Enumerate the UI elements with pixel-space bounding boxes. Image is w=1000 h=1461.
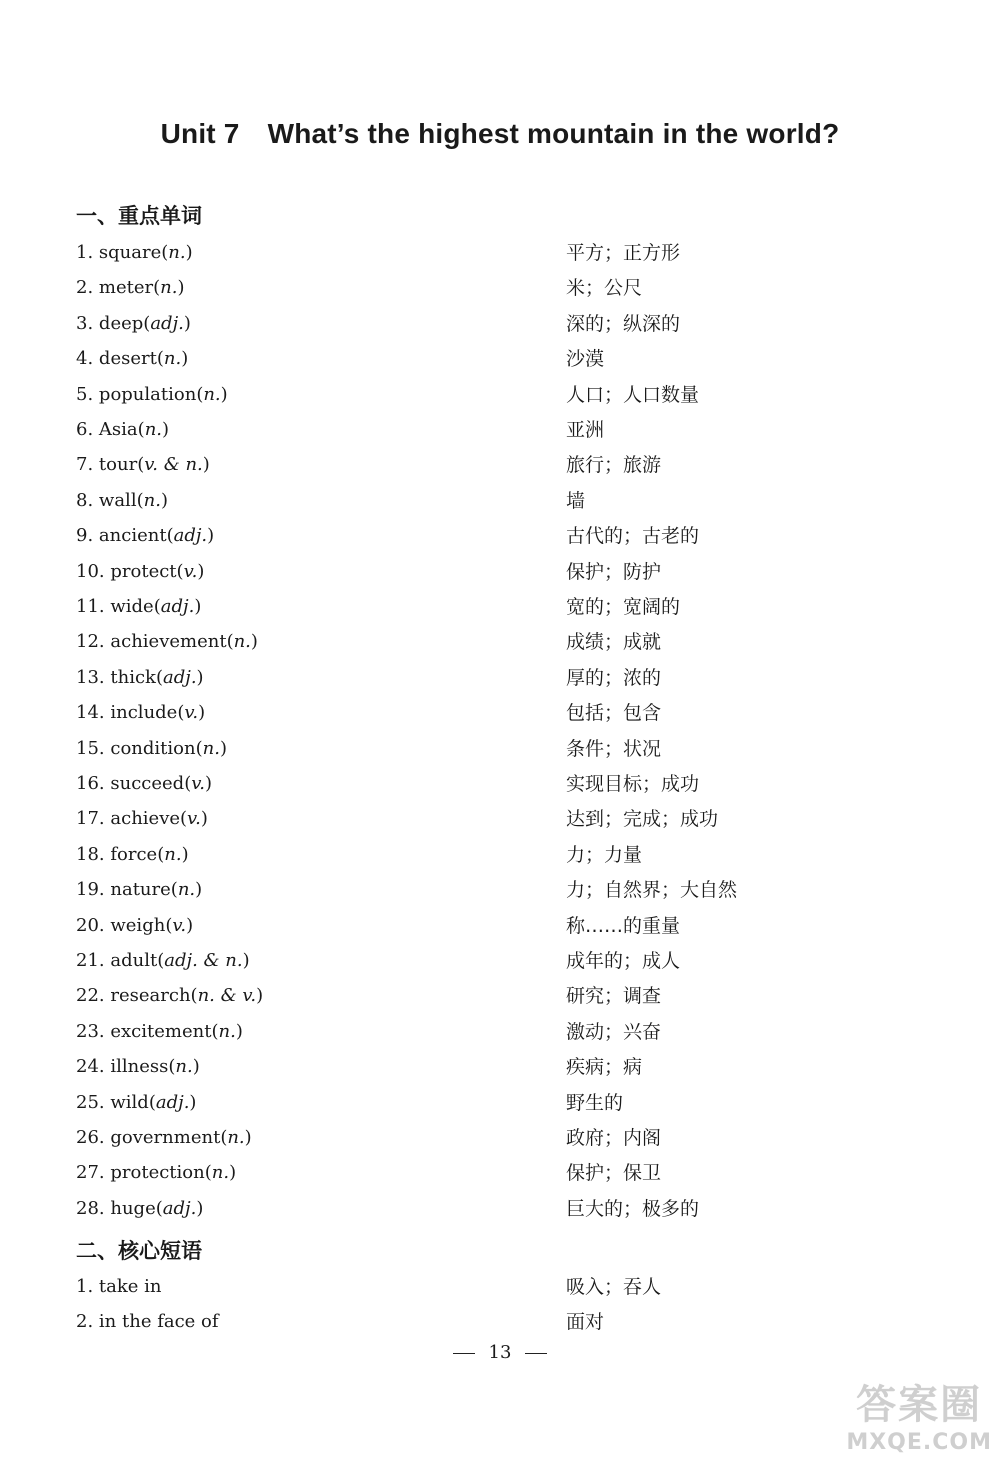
phrase-number: 1. xyxy=(76,1276,94,1297)
vocab-row xyxy=(0,415,1000,445)
vocab-row xyxy=(0,804,1000,834)
vocab-row xyxy=(0,840,1000,870)
vocab-meaning: 称……的重量 xyxy=(566,914,681,937)
vocab-word-entry: 2. meter(n.) xyxy=(76,277,185,299)
vocab-word: meter xyxy=(98,277,154,299)
page-number-value: 13 xyxy=(488,1342,512,1363)
vocab-word-entry: 16. succeed(v.) xyxy=(76,773,213,794)
vocab-row xyxy=(0,911,1000,941)
vocab-part-of-speech: n. xyxy=(163,348,182,370)
vocab-number: 24. xyxy=(76,1056,105,1078)
vocab-word-entry: 14. include(v.) xyxy=(76,702,206,724)
vocab-meaning: 政府；内阁 xyxy=(566,1127,662,1149)
vocab-word-entry: 11. wide(adj.) xyxy=(76,596,202,617)
vocab-number: 1. xyxy=(76,242,94,263)
vocab-word: nature xyxy=(110,879,171,901)
vocab-number: 19. xyxy=(76,879,105,901)
vocab-part-of-speech: n. xyxy=(168,242,186,263)
vocab-number: 10. xyxy=(76,560,105,582)
vocab-meaning: 激动；兴奋 xyxy=(566,1020,662,1043)
vocab-part-of-speech: n. xyxy=(233,631,251,653)
vocab-part-of-speech: n. xyxy=(143,489,161,511)
vocab-row xyxy=(0,273,1000,303)
vocab-word: research xyxy=(110,985,191,1007)
vocab-meaning: 亚洲 xyxy=(566,419,605,441)
vocab-number: 16. xyxy=(76,773,105,794)
dash-right xyxy=(525,1353,547,1354)
vocab-meaning: 人口；人口数量 xyxy=(566,383,700,406)
vocab-part-of-speech: n. xyxy=(203,383,221,405)
vocab-row xyxy=(0,1088,1000,1118)
vocab-word-entry: 22. research(n. & v.) xyxy=(76,985,264,1007)
vocab-word-entry: 1. square(n.) xyxy=(76,242,193,263)
page-number xyxy=(0,1342,1000,1363)
phrase-row xyxy=(0,1307,1000,1337)
vocab-row xyxy=(0,557,1000,587)
vocab-row xyxy=(0,946,1000,976)
vocab-meaning: 平方；正方形 xyxy=(566,242,681,264)
phrase-entry xyxy=(76,1272,162,1302)
vocab-part-of-speech: n. xyxy=(202,737,220,759)
vocab-row xyxy=(0,698,1000,728)
vocab-meaning: 米；公尺 xyxy=(566,277,643,300)
vocab-part-of-speech: adj. xyxy=(173,525,208,547)
vocab-row xyxy=(0,1052,1000,1082)
vocab-word: ancient xyxy=(98,525,167,547)
vocab-number: 13. xyxy=(76,666,105,688)
vocab-number: 14. xyxy=(76,702,105,724)
watermark-logo xyxy=(846,1373,992,1455)
vocab-word: wild xyxy=(110,1091,149,1113)
vocab-word-entry: 7. tour(v. & n.) xyxy=(76,454,210,476)
vocab-word-entry: 27. protection(n.) xyxy=(76,1162,237,1184)
vocab-number: 4. xyxy=(76,348,94,370)
vocab-word: weigh xyxy=(110,914,166,936)
vocab-word: adult xyxy=(110,950,158,971)
vocab-meaning: 深的；纵深的 xyxy=(566,312,681,335)
vocab-meaning: 力；力量 xyxy=(566,843,643,866)
vocab-part-of-speech: v. xyxy=(187,808,201,830)
vocab-number: 9. xyxy=(76,525,94,547)
vocab-meaning: 野生的 xyxy=(566,1091,624,1114)
vocab-word-entry: 8. wall(n.) xyxy=(76,489,168,511)
vocab-word-entry: 10. protect(v.) xyxy=(76,560,205,582)
vocab-meaning: 疾病；病 xyxy=(566,1056,643,1079)
vocab-part-of-speech: n. xyxy=(218,1020,236,1042)
vocab-meaning: 成年的；成人 xyxy=(566,950,681,972)
vocab-meaning: 旅行；旅游 xyxy=(566,454,662,477)
vocab-word: thick xyxy=(110,666,156,688)
vocab-part-of-speech: adj. xyxy=(160,596,195,617)
vocab-word: wide xyxy=(110,596,154,617)
vocab-part-of-speech: n. & v. xyxy=(197,985,257,1007)
vocab-row xyxy=(0,238,1000,268)
vocab-part-of-speech: v. xyxy=(191,773,205,794)
vocab-number: 25. xyxy=(76,1091,105,1113)
vocab-number: 2. xyxy=(76,277,94,299)
vocab-word: square xyxy=(98,242,162,263)
vocab-word-entry: 21. adult(adj. & n.) xyxy=(76,950,250,971)
vocab-word: achievement xyxy=(110,631,227,653)
vocab-part-of-speech: adj. xyxy=(162,1197,197,1219)
phrase-text: take in xyxy=(98,1276,162,1297)
vocab-number: 5. xyxy=(76,383,94,405)
vocab-row xyxy=(0,344,1000,374)
vocab-row xyxy=(0,663,1000,693)
vocab-meaning: 宽的；宽阔的 xyxy=(566,596,681,618)
vocab-word: government xyxy=(110,1127,221,1148)
vocab-meaning: 达到；完成；成功 xyxy=(566,808,719,831)
vocab-row xyxy=(0,981,1000,1011)
vocab-number: 23. xyxy=(76,1020,105,1042)
vocab-part-of-speech: n. xyxy=(177,879,196,901)
vocab-part-of-speech: n. xyxy=(164,843,182,865)
page-title xyxy=(0,118,1000,150)
vocab-row xyxy=(0,875,1000,905)
watermark-line1: 答案圈 xyxy=(856,1382,983,1428)
phrase-text: in the face of xyxy=(98,1311,219,1333)
vocab-meaning: 保护；防护 xyxy=(566,560,662,583)
vocab-part-of-speech: n. xyxy=(227,1127,245,1148)
vocab-meaning: 保护；保卫 xyxy=(566,1162,662,1185)
phrase-meaning: 面对 xyxy=(566,1311,605,1334)
vocab-number: 22. xyxy=(76,985,105,1007)
vocab-word-entry: 17. achieve(v.) xyxy=(76,808,208,830)
vocab-meaning: 实现目标；成功 xyxy=(566,773,700,795)
vocab-word-entry: 4. desert(n.) xyxy=(76,348,189,370)
vocab-meaning: 巨大的；极多的 xyxy=(566,1197,700,1220)
vocab-part-of-speech: adj. xyxy=(155,1091,190,1113)
vocab-word: protection xyxy=(110,1162,205,1184)
vocab-meaning: 条件；状况 xyxy=(566,737,662,760)
vocab-part-of-speech: v. xyxy=(184,702,199,724)
vocab-word: illness xyxy=(110,1056,169,1078)
section-heading-key-words: 一、重点单词 xyxy=(76,204,202,228)
unit-label: Unit 7 xyxy=(160,118,240,149)
vocab-part-of-speech: n. xyxy=(144,419,163,440)
phrase-number: 2. xyxy=(76,1311,94,1333)
vocab-word-entry: 15. condition(n.) xyxy=(76,737,227,759)
vocab-meaning: 研究；调查 xyxy=(566,985,662,1008)
vocab-part-of-speech: v. & n. xyxy=(144,454,203,476)
vocab-number: 11. xyxy=(76,596,105,617)
vocab-number: 15. xyxy=(76,737,105,759)
phrase-meaning: 吸入；吞人 xyxy=(566,1276,662,1298)
vocab-number: 8. xyxy=(76,489,94,511)
vocab-row xyxy=(0,769,1000,799)
vocab-row xyxy=(0,450,1000,480)
vocab-row xyxy=(0,592,1000,622)
vocab-part-of-speech: adj. & n. xyxy=(164,950,243,971)
vocab-word-entry: 26. government(n.) xyxy=(76,1127,252,1148)
vocab-meaning: 沙漠 xyxy=(566,348,605,371)
vocab-row xyxy=(0,1123,1000,1153)
vocab-word-entry: 5. population(n.) xyxy=(76,383,228,405)
vocab-number: 21. xyxy=(76,950,105,971)
vocab-meaning: 包括；包含 xyxy=(566,702,662,725)
vocab-part-of-speech: v. xyxy=(172,914,187,936)
unit-question: What’s the highest mountain in the world? xyxy=(267,118,840,149)
vocab-word-entry: 20. weigh(v.) xyxy=(76,914,194,936)
vocab-word: include xyxy=(110,702,178,724)
vocab-meaning: 墙 xyxy=(566,489,586,512)
vocab-word-entry: 19. nature(n.) xyxy=(76,879,203,901)
vocab-word: achieve xyxy=(110,808,181,830)
vocab-word: population xyxy=(98,383,197,405)
vocab-word: protect xyxy=(110,560,177,582)
vocab-word: tour xyxy=(98,454,138,476)
vocab-row xyxy=(0,734,1000,764)
vocab-word: huge xyxy=(110,1197,156,1219)
vocab-word-entry: 25. wild(adj.) xyxy=(76,1091,197,1113)
phrase-entry xyxy=(76,1307,219,1337)
vocab-meaning: 力；自然界；大自然 xyxy=(566,879,738,902)
vocab-meaning: 成绩；成就 xyxy=(566,631,662,654)
vocab-word-entry: 28. huge(adj.) xyxy=(76,1197,204,1219)
vocab-meaning: 厚的；浓的 xyxy=(566,666,662,689)
vocab-word: succeed xyxy=(110,773,185,794)
vocab-number: 17. xyxy=(76,808,105,830)
watermark-line2: MXQE.COM xyxy=(846,1430,992,1455)
vocab-part-of-speech: adj. xyxy=(162,666,197,688)
vocab-word: force xyxy=(110,843,158,865)
vocab-row xyxy=(0,627,1000,657)
vocab-word: desert xyxy=(98,348,157,370)
vocab-row xyxy=(0,380,1000,410)
vocab-word: wall xyxy=(98,489,137,511)
vocab-part-of-speech: n. xyxy=(211,1162,230,1184)
vocab-meaning: 古代的；古老的 xyxy=(566,525,700,548)
vocab-part-of-speech: n. xyxy=(160,277,178,299)
vocab-row xyxy=(0,1194,1000,1224)
vocab-word: condition xyxy=(110,737,196,759)
vocab-word-entry: 12. achievement(n.) xyxy=(76,631,258,653)
vocab-number: 20. xyxy=(76,914,105,936)
vocab-word-entry: 6. Asia(n.) xyxy=(76,419,170,440)
vocab-number: 26. xyxy=(76,1127,105,1148)
vocab-row xyxy=(0,309,1000,339)
vocab-number: 12. xyxy=(76,631,105,653)
vocab-word-entry: 23. excitement(n.) xyxy=(76,1020,243,1042)
vocab-part-of-speech: v. xyxy=(183,560,198,582)
dash-left xyxy=(453,1353,475,1354)
vocab-number: 7. xyxy=(76,454,94,476)
vocab-word-entry: 24. illness(n.) xyxy=(76,1056,200,1078)
vocab-part-of-speech: n. xyxy=(175,1056,193,1078)
vocab-row xyxy=(0,486,1000,516)
vocab-number: 6. xyxy=(76,419,94,440)
vocab-word: deep xyxy=(98,312,144,334)
vocab-part-of-speech: adj. xyxy=(150,312,184,334)
vocab-word: Asia xyxy=(98,419,138,440)
vocab-row xyxy=(0,1158,1000,1188)
vocab-row xyxy=(0,521,1000,551)
vocab-word: excitement xyxy=(110,1020,212,1042)
vocab-word-entry: 9. ancient(adj.) xyxy=(76,525,215,547)
vocab-row xyxy=(0,1017,1000,1047)
vocab-number: 27. xyxy=(76,1162,105,1184)
vocab-word-entry: 3. deep(adj.) xyxy=(76,312,191,334)
vocab-word-entry: 18. force(n.) xyxy=(76,843,189,865)
vocab-word-entry: 13. thick(adj.) xyxy=(76,666,204,688)
phrase-row xyxy=(0,1272,1000,1302)
vocab-number: 28. xyxy=(76,1197,105,1219)
section-heading-core-phrases: 二、核心短语 xyxy=(76,1239,202,1263)
vocab-number: 18. xyxy=(76,843,105,865)
vocab-number: 3. xyxy=(76,312,94,334)
